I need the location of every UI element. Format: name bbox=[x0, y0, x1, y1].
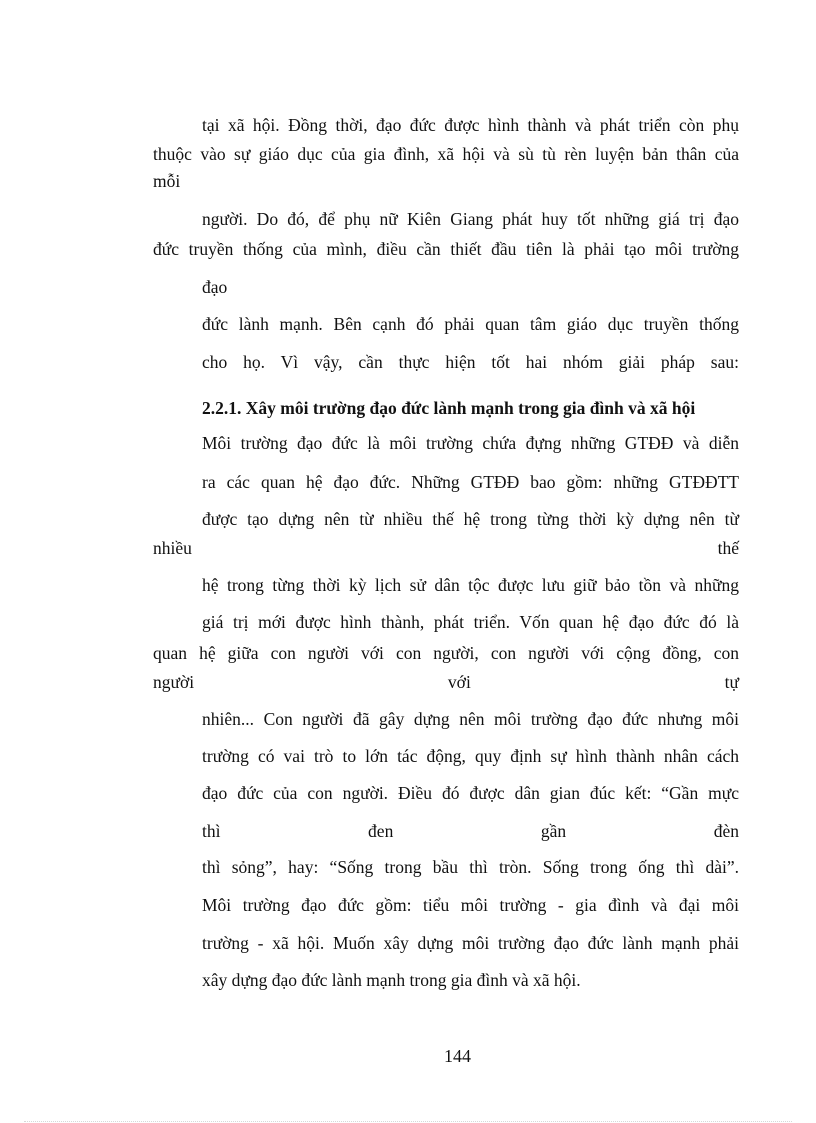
page-number: 144 bbox=[444, 1046, 471, 1066]
body-text-line: tại xã hội. Đồng thời, đạo đức được hình thành và phát triển còn phụ bbox=[202, 115, 739, 135]
body-text-line: đức lành mạnh. Bên cạnh đó phải quan tâm giáo dục truyền thống bbox=[202, 314, 739, 334]
body-text-line: đạo đức của con người. Điều đó được dân gian đúc kết: “Gần mực bbox=[202, 783, 739, 803]
body-text-line: trường có vai trò to lớn tác động, quy định sự hình thành nhân cách bbox=[202, 746, 739, 766]
body-text-line: đức truyền thống của mình, điều cần thiết đầu tiên là phải tạo môi trường bbox=[153, 239, 739, 259]
body-text-line: nhiên... Con người đã gây dựng nên môi trường đạo đức nhưng môi bbox=[202, 709, 739, 729]
body-text-line: người. Do đó, để phụ nữ Kiên Giang phát huy tốt những giá trị đạo bbox=[202, 209, 739, 229]
body-text-line: trường - xã hội. Muốn xây dựng môi trường đạo đức lành mạnh phải bbox=[202, 933, 739, 953]
body-text-line: Môi trường đạo đức gồm: tiểu môi trường - gia đình và đại môi bbox=[202, 895, 739, 915]
body-text-line: hệ trong từng thời kỳ lịch sử dân tộc được lưu giữ bảo tồn và những bbox=[202, 575, 739, 595]
body-text-line: thì sỏng”, hay: “Sống trong bầu thì tròn. Sống trong ống thì dài”. bbox=[202, 857, 739, 877]
body-text-line: cho họ. Vì vậy, cần thực hiện tốt hai nhóm giải pháp sau: bbox=[202, 352, 739, 372]
body-text-line: thì đen gần đèn bbox=[202, 821, 739, 841]
body-text-line: đạo bbox=[202, 277, 228, 297]
body-text-line: người với tự bbox=[153, 672, 739, 692]
body-text-line: quan hệ giữa con người với con người, con người với cộng đồng, con bbox=[153, 643, 739, 663]
body-text-line: giá trị mới được hình thành, phát triển. Vốn quan hệ đạo đức đó là bbox=[202, 612, 739, 632]
section-heading: 2.2.1. Xây môi trường đạo đức lành mạnh trong gia đình và xã hội bbox=[202, 398, 696, 418]
page-bottom-divider bbox=[24, 1121, 792, 1122]
body-text-line: xây dựng đạo đức lành mạnh trong gia đình và xã hội. bbox=[202, 970, 581, 990]
body-text-line: mỗi bbox=[153, 171, 181, 191]
body-text-line: ra các quan hệ đạo đức. Những GTĐĐ bao gồm: những GTĐĐTT bbox=[202, 472, 739, 492]
body-text-line: nhiều thế bbox=[153, 538, 739, 558]
body-text-line: được tạo dựng nên từ nhiều thế hệ trong từng thời kỳ dựng nên từ bbox=[202, 509, 739, 529]
body-text-line: thuộc vào sự giáo dục của gia đình, xã hội và sù tù rèn luyện bản thân của bbox=[153, 144, 739, 164]
body-text-line: Môi trường đạo đức là môi trường chứa đựng những GTĐĐ và diễn bbox=[202, 433, 739, 453]
